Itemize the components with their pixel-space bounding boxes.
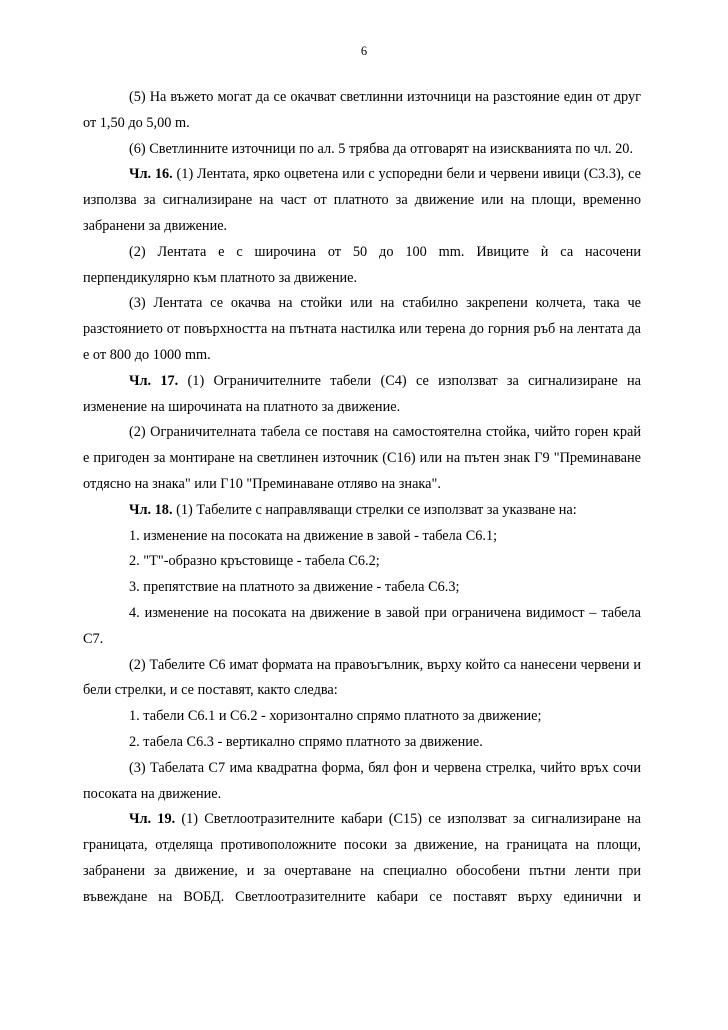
paragraph: (5) На въжето могат да се окачват светлинни източници на разстояние един от друг от 1,50 до 5,00 m. — [83, 89, 641, 131]
list-item: 2. табела С6.3 - вертикално спрямо платното за движение. — [129, 733, 483, 750]
paragraph: Чл. 18. (1) Табелите с направляващи стрелки се използват за указване на: — [129, 501, 577, 518]
paragraph: (6) Светлинните източници по ал. 5 трябва да отговарят на изискванията по чл. 20. — [129, 140, 634, 157]
list-item: 2. "Т"-образно кръстовище - табела С6.2; — [129, 553, 380, 570]
list-item: 4. изменение на посоката на движение в завой при ограничена видимост – табела С7. — [83, 604, 641, 647]
paragraph: (3) Табелата С7 има квадратна форма, бял фон и червена стрелка, чийто връх сочи посоката на движение. — [83, 759, 641, 802]
paragraph: (3) Лентата се окачва на стойки или на стабилно закрепени колчета, така че разстоянието от повърхността на пътната настилка или терена до горния ръб на лентата да е от 800 до 1000 mm. — [83, 295, 641, 363]
paragraph: Чл. 17. (1) Ограничителните табели (С4) се използват за сигнализиране на изменение на широчината на платното за движение. — [83, 372, 641, 415]
list-item: 1. изменение на посоката на движение в завой - табела С6.1; — [129, 527, 498, 544]
article-heading: Чл. 17. — [129, 372, 179, 389]
paragraph: (2) Табелите С6 имат формата на правоъгълник, върху който са нанесени червени и бели стрелки, и се поставят, както следва: — [83, 656, 641, 699]
article-heading: Чл. 16. — [129, 166, 173, 183]
paragraph: Чл. 16. (1) Лентата, ярко оцветена или с успоредни бели и червени ивици (С3.3), се използва за сигнализиране на част от платното за движение или на площи, временно забранени за движение. — [83, 166, 641, 234]
paragraph: (2) Ограничителната табела се поставя на самостоятелна стойка, чийто горен край е пригоден за монтиране на светлинен източник (С16) или на пътен знак Г9 "Преминаване отдясно на знака" или Г10 "Преминаване отляво на знака". — [83, 424, 641, 492]
paragraph: (2) Лентата е с широчина от 50 до 100 mm. Ивиците ѝ са насочени перпендикулярно към платното за движение. — [83, 243, 641, 286]
paragraph: Чл. 19. (1) Светлоотразителните кабари (С15) се използват за сигнализиране на границата, отделяща противоположните посоки за движение, на границата на площи, забранени за движение, и за очертаване на специално обособени пътни ленти при въвеждане на ВОБД. Светлоотразителните кабари се поставят върху единични и — [83, 811, 641, 905]
list-item: 3. препятствие на платното за движение - табела С6.3; — [129, 579, 460, 596]
document-body — [83, 85, 641, 911]
article-heading: Чл. 19. — [129, 811, 176, 828]
article-heading: Чл. 18. — [129, 501, 173, 518]
page-number: 6 — [360, 44, 368, 58]
list-item: 1. табели С6.1 и С6.2 - хоризонтално спрямо платното за движение; — [129, 708, 542, 725]
